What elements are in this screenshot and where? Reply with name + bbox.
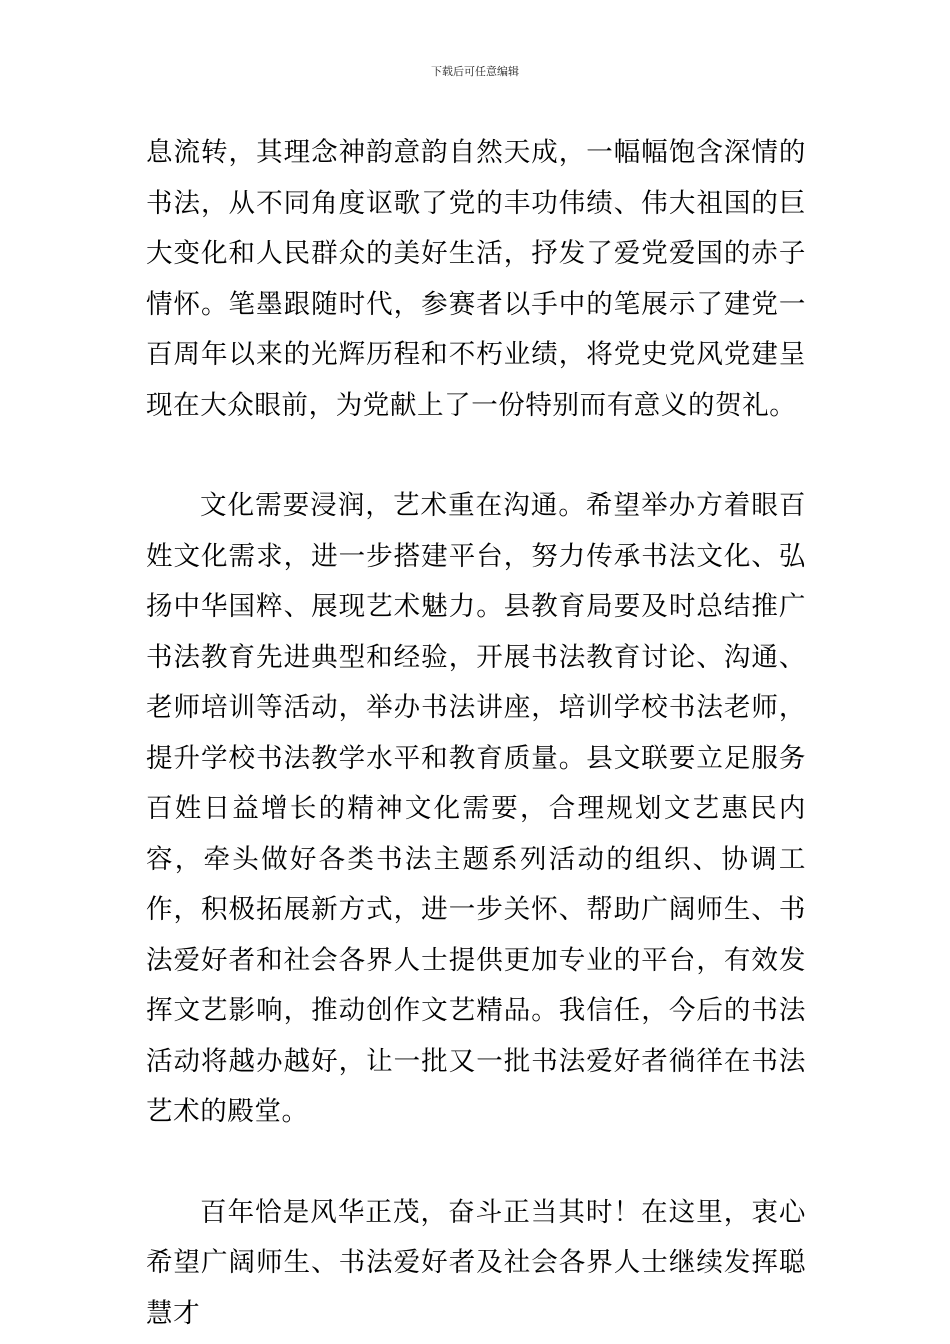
- page-header: 下载后可任意编辑: [431, 65, 519, 78]
- paragraph-gap: [146, 1138, 806, 1188]
- paragraph-centenary: 百年恰是风华正茂，奋斗正当其时！在这里，衷心希望广阔师生、书法爱好者及社会各界人士继续发挥聪慧才: [146, 1196, 806, 1329]
- paragraph-continued: 息流转，其理念神韵意韵自然天成，一幅幅饱含深情的书法，从不同角度讴歌了党的丰功伟绩、伟大祖国的巨大变化和人民群众的美好生活，抒发了爱党爱国的赤子情怀。笔墨跟随时代，参赛者以手中的笔展示了建党一百周年以来的光辉历程和不朽业绩，将党史党风党建呈现在大众眼前，为党献上了一份特别而有意义的贺礼。: [146, 137, 806, 421]
- document-body: [146, 128, 806, 1339]
- paragraph-culture: 文化需要浸润，艺术重在沟通。希望举办方着眼百姓文化需求，进一步搭建平台，努力传承书法文化、弘扬中华国粹、展现艺术魅力。县教育局要及时总结推广书法教育先进典型和经验，开展书法教育讨论、沟通、老师培训等活动，举办书法讲座，培训学校书法老师，提升学校书法教学水平和教育质量。县文联要立足服务百姓日益增长的精神文化需要，合理规划文艺惠民内容，牵头做好各类书法主题系列活动的组织、协调工作，积极拓展新方式，进一步关怀、帮助广阔师生、书法爱好者和社会各界人士提供更加专业的平台，有效发挥文艺影响，推动创作文艺精品。我信任，今后的书法活动将越办越好，让一批又一批书法爱好者徜徉在书法艺术的殿堂。: [146, 490, 806, 1127]
- paragraph-gap: [146, 431, 806, 481]
